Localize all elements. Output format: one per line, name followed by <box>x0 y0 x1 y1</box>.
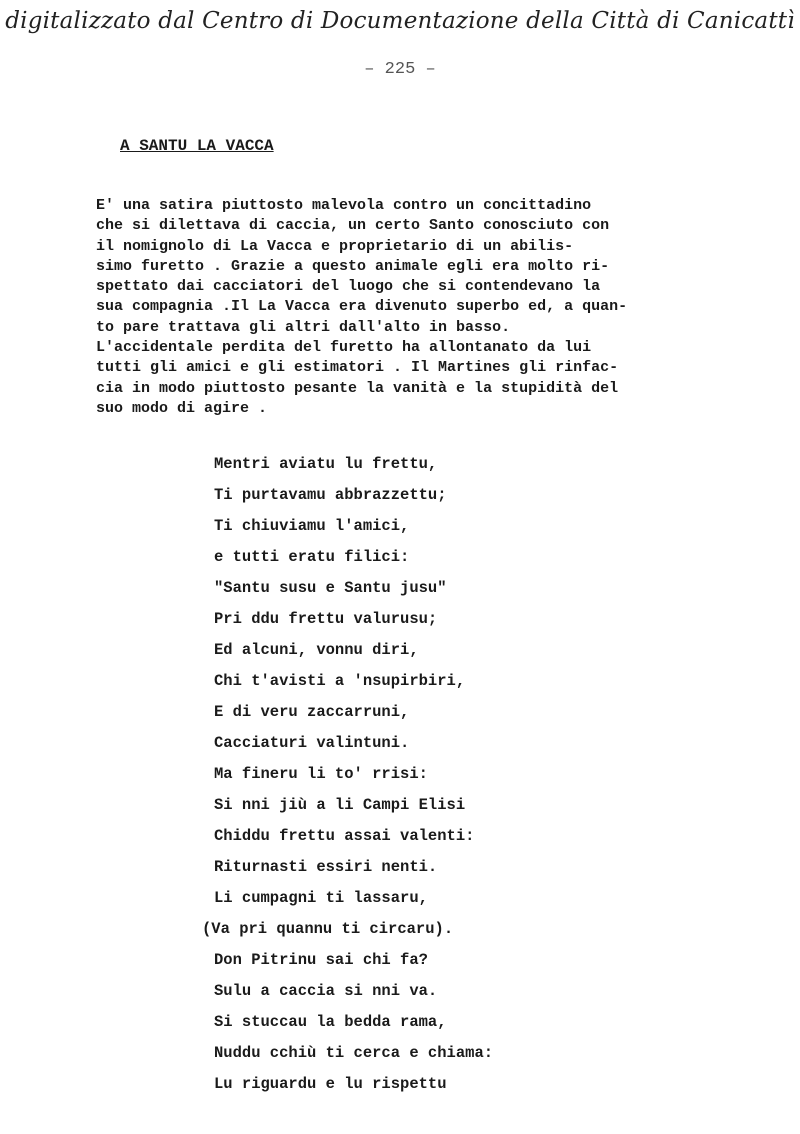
poem-title: A SANTU LA VACCA <box>120 137 274 155</box>
verse-line: Sulu a caccia si nni va. <box>214 982 438 1000</box>
verse-line: Pri ddu frettu valurusu; <box>214 610 438 628</box>
intro-paragraph <box>96 196 736 419</box>
intro-line: L'accidentale perdita del furetto ha allontanato da lui <box>96 339 592 357</box>
verse-line: Riturnasti essiri nenti. <box>214 858 438 876</box>
verse-line: Chiddu frettu assai valenti: <box>214 827 475 845</box>
verse-line: Ti purtavamu abbrazzettu; <box>214 486 447 504</box>
intro-line: spettato dai cacciatori del luogo che si contendevano la <box>96 278 601 296</box>
intro-line: cia in modo piuttosto pesante la vanità e la stupidità del <box>96 379 619 397</box>
verse-line: E di veru zaccarruni, <box>214 703 410 721</box>
verse-line: Nuddu cchiù ti cerca e chiama: <box>214 1044 494 1062</box>
intro-line: il nomignolo di La Vacca e proprietario di un abilis- <box>96 237 574 255</box>
intro-line: che si dilettava di caccia, un certo Santo conosciuto con <box>96 217 610 235</box>
verse-line: Ma fineru li to' rrisi: <box>214 765 428 783</box>
intro-line: tutti gli amici e gli estimatori . Il Martines gli rinfac- <box>96 359 619 377</box>
intro-line: simo furetto . Grazie a questo animale egli era molto ri- <box>96 257 610 275</box>
digitization-watermark: digitalizzato dal Centro di Documentazione della Città di Canicattì <box>5 8 795 34</box>
verse-line: Mentri aviatu lu frettu, <box>214 455 438 473</box>
verse-line: Lu riguardu e lu rispettu <box>214 1075 447 1093</box>
verse-line: Don Pitrinu sai chi fa? <box>214 951 428 969</box>
verse-line: Chi t'avisti a 'nsupirbiri, <box>214 672 466 690</box>
verse-line: Li cumpagni ti lassaru, <box>214 889 428 907</box>
intro-line: to pare trattava gli altri dall'alto in basso. <box>96 318 511 336</box>
verse-line: Si stuccau la bedda rama, <box>214 1013 447 1031</box>
verse-line: e tutti eratu filici: <box>214 548 410 566</box>
verse-line: Cacciaturi valintuni. <box>214 734 410 752</box>
poem-verses <box>202 454 494 1105</box>
intro-line: E' una satira piuttosto malevola contro un concittadino <box>96 197 592 214</box>
verse-line: (Va pri quannu ti circaru). <box>202 920 454 938</box>
verse-line: Ed alcuni, vonnu diri, <box>214 641 419 659</box>
verse-line: Si nni jiù a li Campi Elisi <box>214 796 466 814</box>
intro-line: sua compagnia .Il La Vacca era divenuto superbo ed, a quan- <box>96 298 628 316</box>
verse-line: "Santu susu e Santu jusu" <box>214 579 447 597</box>
page-number: – 225 – <box>364 60 436 79</box>
intro-line: suo modo di agire . <box>96 399 268 417</box>
verse-line: Ti chiuviamu l'amici, <box>214 517 410 535</box>
